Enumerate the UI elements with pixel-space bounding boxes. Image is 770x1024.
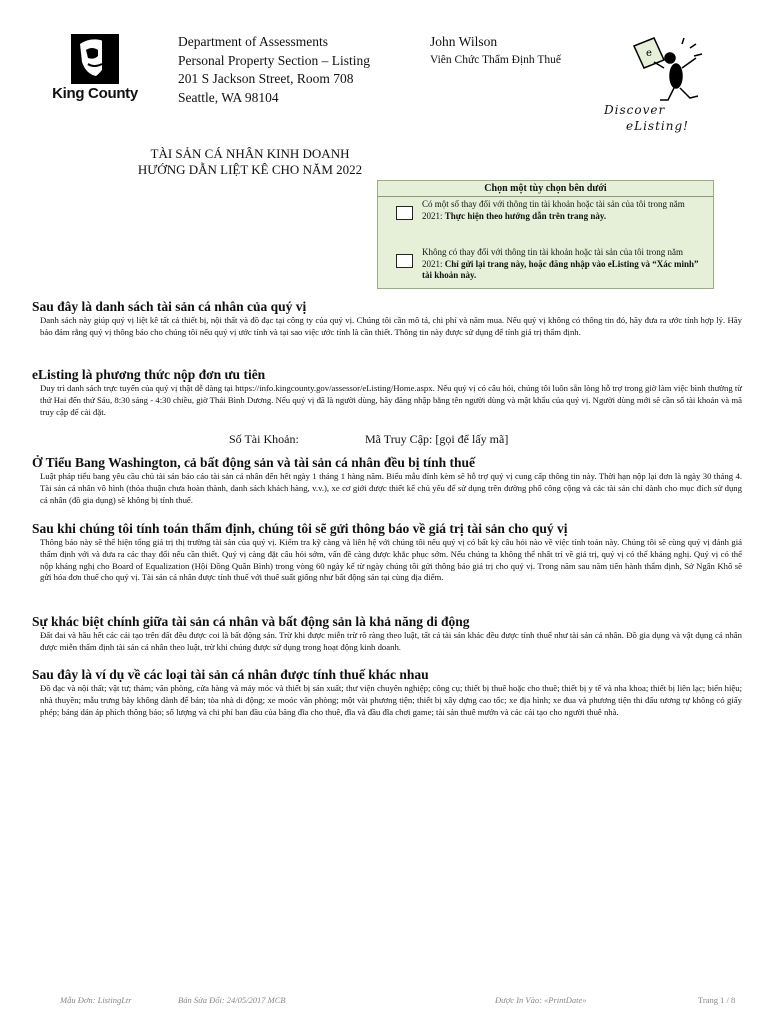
section-body: Đồ đạc và nội thất; vật tư; thảm; văn phòng, cửa hàng và máy móc và thiết bị sản xuất; thư viện chuyên nghiệp; công cụ; thiết bị thuê hoặc cho thuê; thiết bị y tế và nha khoa; thiết bị liên lạc; biển hiệu; nhà thuyền; mẫu trưng bày không dành để bán; tòa nhà di động; xe moóc văn phòng; một vài phương tiện; thiết bị xây dựng cao tốc; xe địa hình; xe đua và phương tiện thi đấu tương tự không có giấy phép; bảng dán áp phích thông báo; số lượng và chi phí ban đầu của băng đĩa cho thuê, đĩa và đầu đĩa chơi game; tài sản thuê mướn và các cải tạo cho người thuê nhà. — [40, 683, 742, 717]
king-county-logo — [40, 30, 150, 110]
discover-line: Discover — [604, 103, 666, 117]
logo-text: King County — [52, 85, 138, 102]
section-assessment-notice — [32, 520, 742, 584]
section-heading: eListing là phương thức nộp đơn ưu tiên — [32, 367, 266, 382]
discover-elisting-text — [598, 102, 689, 134]
martin-luther-king-portrait-icon — [40, 30, 150, 86]
footer-revision: Bản Sửa Đổi: 24/05/2017 MCB — [178, 995, 286, 1005]
dept-section: Personal Property Section – Listing — [178, 52, 370, 68]
option-no-changes-instruction: Chỉ gửi lại trang này, hoặc đăng nhập vào eListing và “Xác minh” tài khoản này. — [422, 258, 699, 280]
option-no-changes-label: Không có thay đổi với thông tin tài khoản hoặc tài sản của tôi trong năm 2021: — [422, 247, 683, 269]
option-changes-instruction: Thực hiện theo hướng dẫn trên trang này. — [444, 210, 607, 221]
title-line-2: HƯỚNG DẪN LIỆT KÊ CHO NĂM 2022 — [137, 162, 363, 177]
footer-printed: Được In Vào: «PrintDate» — [495, 995, 587, 1005]
assessor-title: Viên Chức Thẩm Định Thuế — [430, 54, 561, 66]
document-title — [0, 146, 472, 178]
section-heading: Sau đây là danh sách tài sản cá nhân của quý vị — [32, 299, 307, 314]
option-no-changes-text — [422, 247, 704, 282]
section-washington-tax — [32, 454, 742, 506]
section-heading: Ở Tiểu Bang Washington, cả bất động sản và tài sản cá nhân đều bị tính thuế — [32, 455, 476, 470]
choice-panel — [377, 180, 714, 289]
section-heading: Sau đây là ví dụ về các loại tài sản cá nhân được tính thuế khác nhau — [32, 667, 429, 682]
option-changes-checkbox[interactable] — [396, 206, 413, 220]
dept-city: Seattle, WA 98104 — [178, 89, 279, 105]
discover-elisting-graphic — [598, 28, 758, 138]
department-address — [178, 33, 370, 107]
account-number-label: Số Tài Khoản: — [229, 432, 299, 446]
option-changes-text — [422, 199, 704, 222]
section-mobility — [32, 613, 742, 654]
title-line-1: TÀI SẢN CÁ NHÂN KINH DOANH — [150, 146, 350, 161]
access-code-label: Mã Truy Cập: [gọi để lấy mã] — [365, 432, 509, 446]
section-body: Luật pháp tiểu bang yêu cầu chủ tài sản báo cáo tài sản cá nhân đến hết ngày 1 tháng 1 hàng năm. Biểu mẫu đính kèm sẽ hỗ trợ quý vị cung cấp thông tin này. Thời hạn nộp lại đơn là ngày 30 tháng 4. Tài sản cá nhân vô hình (thỏa thuận chưa hoàn thành, danh sách khách hàng, v.v.), xe cơ giới được thiết kế chủ yếu để sử dụng trên đường phố công cộng và các tài sản chỉ dành cho mục đích sử dụng cá nhân (đồ gia dụng) sẽ không bị tính thuế. — [40, 471, 742, 505]
running-figure-icon — [598, 28, 758, 108]
choice-heading: Chọn một tùy chọn bên dưới — [484, 183, 607, 194]
assessor-name: John Wilson — [430, 34, 498, 49]
section-personal-property-list — [32, 298, 742, 339]
assessor-contact — [430, 33, 561, 69]
footer-page-number: Trang 1 / 8 — [698, 995, 736, 1005]
elisting-line: eListing! — [626, 119, 689, 133]
section-body: Duy trì danh sách trực tuyến của quý vị thật dễ dàng tại https://info.kingcounty.gov/assessor/eListing/Home.aspx. Nếu quý vị có câu hỏi, chúng tôi luôn sẵn lòng hỗ trợ trong giờ làm việc bình thường từ thứ Hai đến thứ Sáu, 8:30 sáng - 4:30 chiều, giờ Thái Bình Dương. Nếu quý vị đã là người dùng, hãy đăng nhập bằng tên người dùng và mật khẩu của quý vị. Người dùng mới sẽ cần số tài khoản và mã truy cập để cài đặt. — [40, 383, 742, 417]
section-examples — [32, 666, 742, 718]
choice-divider — [378, 196, 713, 197]
option-no-changes-checkbox[interactable] — [396, 254, 413, 268]
section-body: Danh sách này giúp quý vị liệt kê tất cả thiết bị, nội thất và đồ đạc tại công ty của quý vị. Chúng tôi cần mô tả, chi phí và năm mua. Nếu quý vị không có thông tin đó, hãy đưa ra ước tính hợp lý. Hãy bảo đảm rằng quý vị thông báo cho chúng tôi nếu quý vị ước tính và tại sao việc ước tính là cần thiết. Thông tin này được sử dụng để tính giá trị thẩm định. — [40, 315, 742, 337]
footer-form: Mẫu Đơn: ListingLtr — [60, 995, 132, 1005]
dept-street: 201 S Jackson Street, Room 708 — [178, 71, 354, 86]
section-heading: Sự khác biệt chính giữa tài sản cá nhân và bất động sản là khả năng di động — [32, 614, 470, 629]
section-heading: Sau khi chúng tôi tính toán thẩm định, chúng tôi sẽ gửi thông báo về giá trị tài sản cho quý vị — [32, 521, 568, 536]
section-elisting — [32, 366, 742, 418]
svg-text:e: e — [646, 48, 652, 59]
option-changes-label: Có một số thay đổi với thông tin tài khoản hoặc tài sản của tôi trong năm 2021: — [422, 199, 685, 221]
dept-name: Department of Assessments — [178, 34, 328, 49]
section-body: Thông báo này sẽ thể hiện tổng giá trị thị trường tài sản của quý vị. Kiểm tra kỹ càng và liên hệ với chúng tôi nếu quý vị có bất kỳ câu hỏi nào về việc tính toán này. Chúng tôi sẽ cùng quý vị đánh giá thẩm định với và đưa ra các thay đổi nếu cần thiết. Quý vị càng đặt câu hỏi sớm, vấn đề càng được khắc phục sớm. Nếu chúng ta không thể nhất trí về giá trị, quý vị có thể kháng nghị. Quý vị có thể nộp kháng nghị cho Board of Equalization (Hội Đồng Quân Bình) trong vòng 60 ngày kể từ ngày chúng tôi gửi thông báo giá trị cho quý vị. Trong năm sau năm tiến hành thẩm định, Sở Ngân Khố sẽ gửi hóa đơn thuế cho quý vị. Tài sản cá nhân được tính thuế với thuế suất giống như bất động sản tại cùng địa điểm. — [40, 537, 742, 583]
section-body: Đất đai và hầu hết các cải tạo trên đất đều được coi là bất động sản. Trừ khi được miễn trừ rõ ràng theo luật, tất cả tài sản khác đều được tính thuế như tài sản cá nhân. Đồ gia dụng và vật dụng cá nhân được miễn thẩm định tài sản cá nhân theo luật, trừ khi chúng được sử dụng trong hoạt động kinh doanh. — [40, 630, 742, 652]
